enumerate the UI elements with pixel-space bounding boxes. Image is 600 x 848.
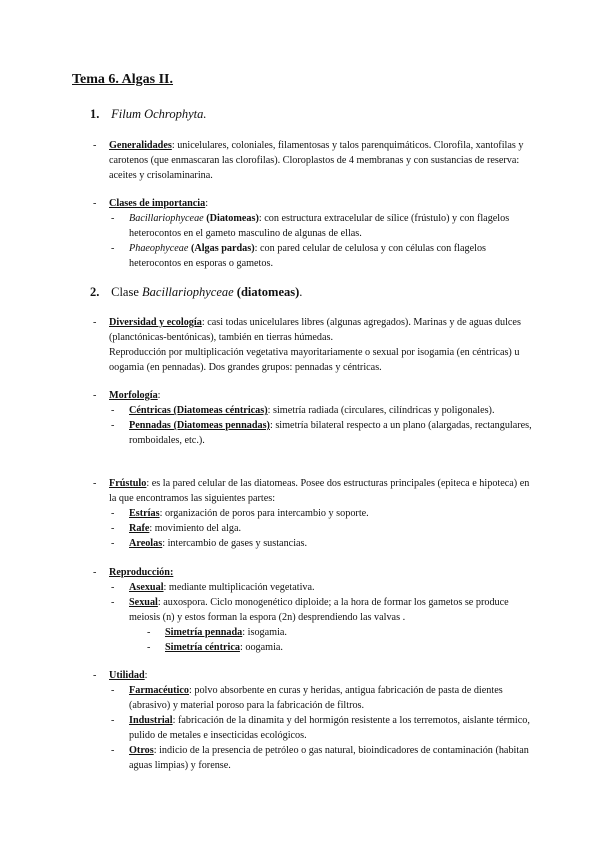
morfologia-block: - Morfología: - Céntricas (Diatomeas céntricas): simetría radiada (circulares, cilíndricas y poligonales). - Pennadas (Diatomeas pennadas): simetría bilateral respecto a un plano (alargadas, rectangulares, romboidales, etc.). [93,390,532,446]
generalidades-block: - Generalidades: unicelulares, coloniales, filamentosas y talos parenquimáticos. Clorofila, xantofilas y carotenos (que enmascaran las clorofilas). Cloroplastos de 4 membranas y con sustancias de reserva: aceites y crisolaminarina. [93,140,524,181]
section-heading-2: 2. Clase Bacillariophyceae (diatomeas). [90,285,303,299]
frustulo-block: - Frústulo: es la pared celular de las diatomeas. Posee dos estructuras principales (epiteca e hipoteca) en la que encontramos las siguientes partes: - Estrías: organización de poros para intercambio y soporte. - Rafe: movimiento del alga. - Areolas: intercambio de gases y sustancias. [93,478,530,549]
utilidad-block: - Utilidad: - Farmacéutico: polvo absorbente en curas y heridas, antigua fabricación de pasta de dientes (abrasivo) y material poroso para la fabricación de filtros. - Industrial: fabricación de la dinamita y del hormigón resistente a los terremotos, aislante térmico, pulido de metales e insecticidas ecológicos. - Otros: indicio de la presencia de petróleo o gas natural, bioindicadores de contaminación (habitan aguas limpias) y forense. [93,670,530,771]
clases-block: - Clases de importancia: - Bacillariophyceae (Diatomeas): con estructura extracelular de sílice (frústulo) y con flagelos heterocontos en el gameto masculino de algunas de ellas. - Phaeophyceae (Algas pardas): con pared celular de celulosa y con células con flagelos heterocontos en esporas o gametos. [93,198,510,269]
section-heading-1: 1. Filum Ochrophyta. [90,107,207,121]
diversidad-block: - Diversidad y ecología: casi todas unicelulares libres (algunas agregados). Marinas y de aguas dulces (planctónicas-bentónicas), también en tierras húmedas. Reproducción por multiplicación vegetativa mayoritariamente o sexual por isogamia (en céntricas) u oogamia (en pennadas). Dos grandes grupos: pennadas y céntricas. [93,317,521,373]
reproduccion-block: - Reproducción: - Asexual: mediante multiplicación vegetativa. - Sexual: auxospora. Ciclo monogenético diploide; a la hora de formar los gametos se produce meiosis (n) y estos forman la espora (2n) desprendiendo las valvas . - Simetría pennada: isogamia. - Simetría céntrica: oogamia. [93,567,509,653]
page-title: Tema 6. Algas II. [72,72,174,87]
